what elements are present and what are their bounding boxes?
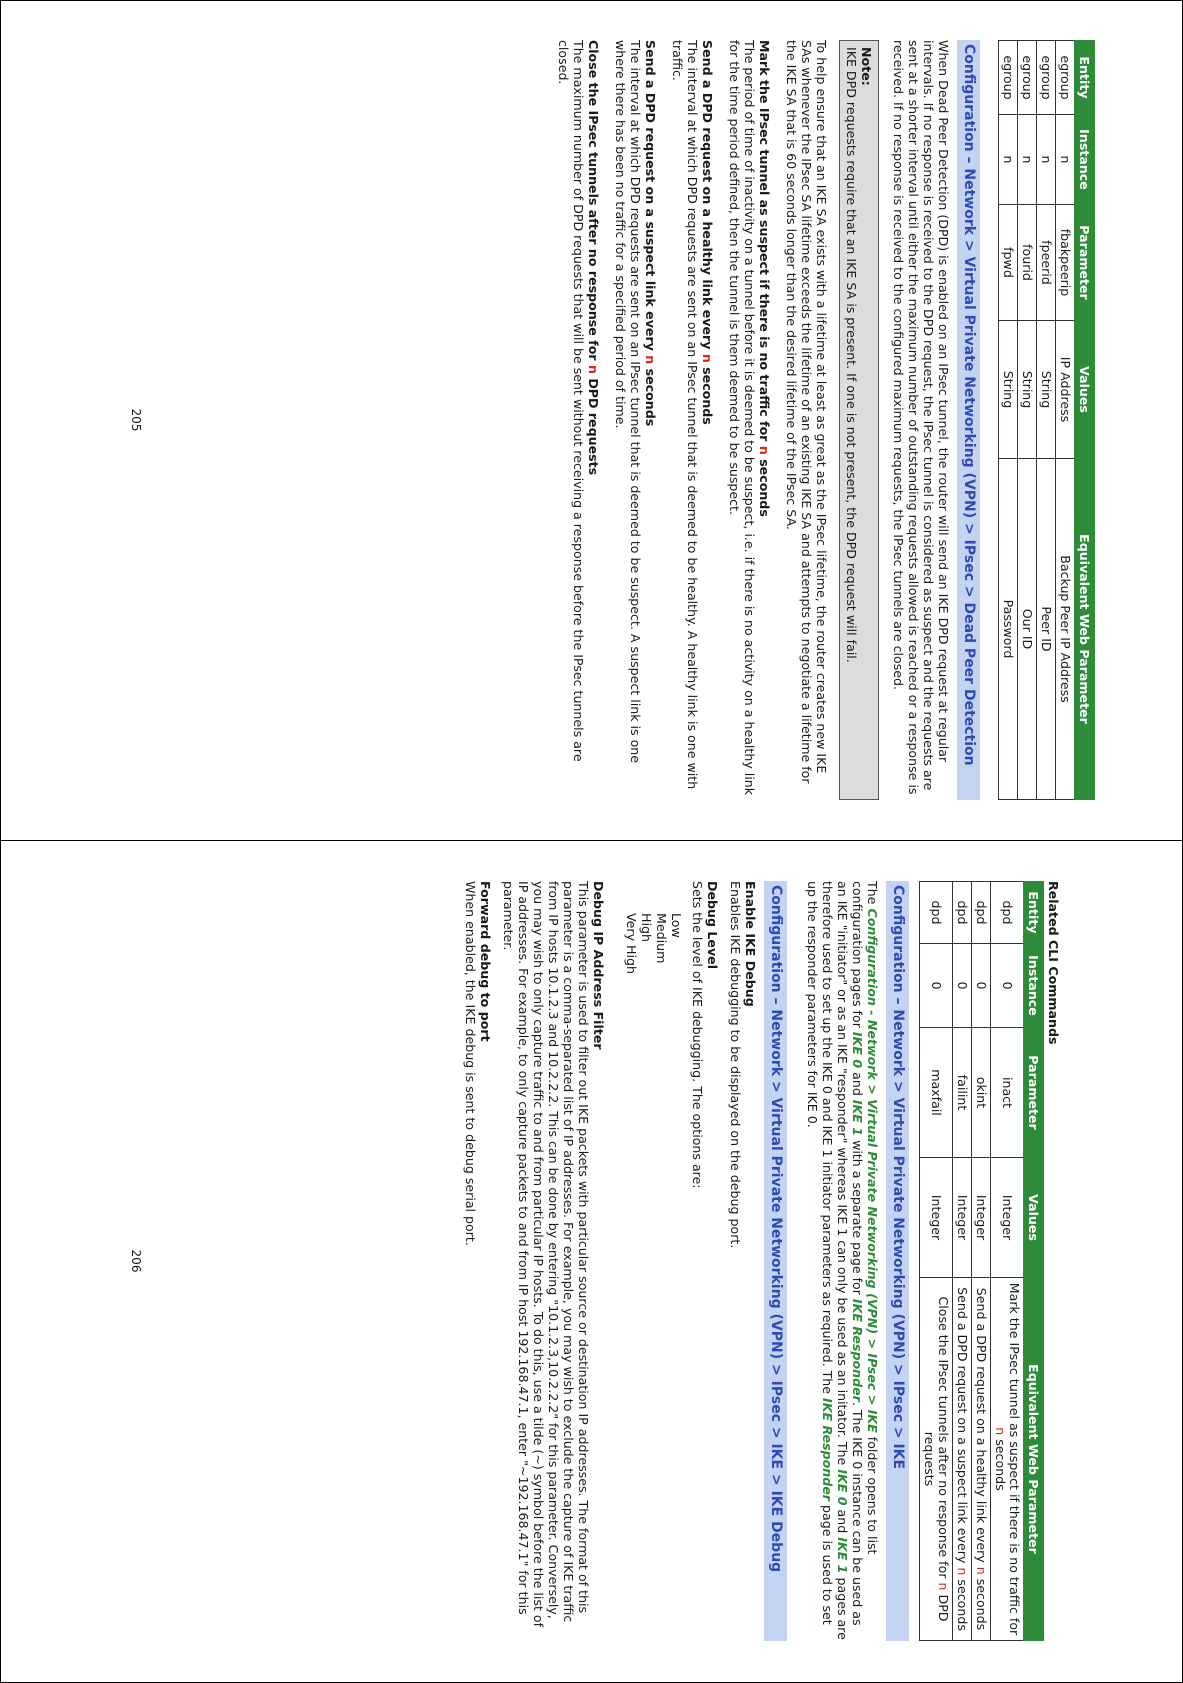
col-header: Values — [1075, 321, 1095, 459]
field-description: The interval at which DPD requests are sent on an IPsec tunnel that is deemed to be suspect. A suspect link is one where there has been no traffic for a specified period of time. — [613, 40, 643, 764]
col-header: Entity — [1075, 41, 1095, 115]
col-header: Entity — [1024, 882, 1044, 944]
cell-entity: egroup — [999, 41, 1018, 115]
dpd-intro: When Dead Peer Detection (DPD) is enabled on an IPsec tunnel, the router will send an IKE DPD request at regular intervals. If no response is received to the DPD request, the IPsec tunnel is considered as suspect and the requests are sent at a shorter interval until either the maximum number of outstanding requests allowed is reached or a response is received. If no response is received to the configured maximum requests, the IPsec tunnels are closed. — [891, 40, 951, 795]
cell-instance: 0 — [991, 944, 1024, 1028]
section-heading-dpd: Configuration – Network > Virtual Private Networking (VPN) > IPsec > Dead Peer Detection — [957, 40, 980, 800]
ike-intro: The Configuration - Network > Virtual Private Networking (VPN) > IPsec > IKE folder opens to list configuration pages for IKE 0 and IKE 1 with a separate page for IKE Responder. The IKE 0 instance can be used as an IKE "initiator" or as an IKE "responder" whereas IKE 1 can only be used as an initator. The IKE 0 and IKE 1 pages are therefore used to set up the IKE 0 and IKE 1 initiator parameters as required. The IKE Responder page is used to set up the responder parameters for IKE 0. — [805, 881, 880, 1640]
cell-web-parameter: Send a DPD request on a healthy link every n seconds — [972, 1278, 991, 1641]
cell-parameter: fpeerid — [1037, 205, 1056, 321]
table-row — [999, 41, 1018, 800]
cell-instance: 0 — [953, 944, 972, 1028]
field-healthy-interval — [670, 40, 715, 800]
page-205 — [0, 0, 1183, 840]
table-header-row — [1075, 41, 1095, 800]
page-number: 205 — [129, 408, 143, 432]
cell-values: String — [1018, 321, 1037, 459]
table-row — [991, 882, 1024, 1641]
option-item: Low — [669, 913, 684, 938]
cell-entity: egroup — [1056, 41, 1075, 115]
page-206 — [0, 841, 1183, 1681]
cell-entity: dpd — [991, 882, 1024, 944]
related-cli-title: Related CLI Commands — [1046, 881, 1061, 1045]
cell-web-parameter: Mark the IPsec tunnel as suspect if there is no traffic for n seconds — [991, 1278, 1024, 1641]
field-heading: Close the IPsec tunnels after no response for n DPD requests — [586, 40, 601, 476]
field-heading: Enable IKE Debug — [743, 881, 758, 1007]
col-header: Equivalent Web Parameter — [1024, 1278, 1044, 1641]
page-206-content — [463, 841, 1061, 1681]
cell-instance: n — [1018, 115, 1037, 205]
field-forward-debug — [463, 881, 493, 1641]
cell-parameter: failint — [953, 1028, 972, 1158]
col-header: Parameter — [1075, 205, 1095, 321]
cell-parameter: fourid — [1018, 205, 1037, 321]
table-row — [1056, 41, 1075, 800]
option-item: Medium — [654, 913, 669, 964]
note-box — [839, 40, 879, 800]
cell-entity: egroup — [1037, 41, 1056, 115]
cell-values: Integer — [920, 1158, 953, 1278]
table-row — [1018, 41, 1037, 800]
cell-instance: n — [999, 115, 1018, 205]
cell-parameter: maxfail — [920, 1028, 953, 1158]
cell-web-parameter: Password — [999, 459, 1018, 800]
cell-parameter: okint — [972, 1028, 991, 1158]
cell-web-parameter: Close the IPsec tunnels after no response for n DPD requests — [920, 1278, 953, 1641]
field-heading: Send a DPD request on a suspect link every n seconds — [643, 40, 658, 427]
field-heading: Debug Level — [705, 881, 720, 970]
page-205-content — [544, 0, 1095, 840]
field-debug-ip-filter — [501, 881, 606, 1641]
cell-values: Integer — [972, 1158, 991, 1278]
cli-table-egroup — [998, 40, 1095, 800]
field-description: This parameter is used to filter out IKE packets with particular source or destination IP addresses. The format of this parameter is a comma-separated list of IP addresses. For example, you may wish to exclude the capture of IKE traffic from IP hosts 10.1.2.3 and 10.2.2.2. This can be done by entering "10.1.2.3,10.2.2.2" for this parameter. Conversely, you may wish to only capture traffic to and from particular IP hosts. To do this, use a tilde (~) symbol before the list of IP addresses. For example, to only capture packets to and from IP host 192.168.47.1, enter "~192.168.47.1" for this parameter. — [501, 881, 591, 1628]
field-enable-ike-debug — [728, 881, 758, 1641]
cell-parameter: fpwd — [999, 205, 1018, 321]
col-header: Values — [1024, 1158, 1044, 1278]
table-header-row — [1024, 882, 1044, 1641]
option-item: High — [639, 913, 654, 942]
debug-level-options — [624, 913, 684, 1641]
field-mark-suspect — [727, 40, 772, 800]
cell-entity: dpd — [920, 882, 953, 944]
field-description: Sets the level of IKE debugging. The options are: — [690, 881, 705, 1189]
cell-instance: n — [1056, 115, 1075, 205]
cell-entity: dpd — [972, 882, 991, 944]
col-header: Instance — [1075, 115, 1095, 205]
field-heading: Forward debug to port — [478, 881, 493, 1042]
cell-instance: 0 — [972, 944, 991, 1028]
cell-web-parameter: Our ID — [1018, 459, 1037, 800]
section-heading-ike: Configuration – Network > Virtual Private Networking (VPN) > IPsec > IKE — [886, 881, 909, 1641]
cell-values: Integer — [991, 1158, 1024, 1278]
col-header: Equivalent Web Parameter — [1075, 459, 1095, 800]
section-heading-ike-debug: Configuration – Network > Virtual Private Networking (VPN) > IPsec > IKE > IKE Debug — [764, 881, 787, 1641]
cli-table-dpd — [919, 881, 1044, 1641]
field-close-tunnels — [556, 40, 601, 800]
field-debug-level — [624, 881, 720, 1641]
field-heading: Debug IP Address Filter — [591, 881, 606, 1050]
field-suspect-interval — [613, 40, 658, 800]
cell-web-parameter: Backup Peer IP Address — [1056, 459, 1075, 800]
cell-instance: n — [1037, 115, 1056, 205]
note-title: Note: — [859, 47, 874, 86]
cell-parameter: inact — [991, 1028, 1024, 1158]
cell-web-parameter: Peer ID — [1037, 459, 1056, 800]
page-number: 206 — [129, 1249, 143, 1273]
col-header: Instance — [1024, 944, 1044, 1028]
table-row — [972, 882, 991, 1641]
help-paragraph: To help ensure that an IKE SA exists with a lifetime at least as great as the IPsec lifetime, the router creates new IKE SAs whenever the IPsec SA lifetime exceeds the lifetime of an existing IKE SA and attempts to negotiate a lifetime for the IKE SA that is 60 seconds longer than the desired lifetime of the IPsec SA. — [784, 40, 829, 784]
cell-web-parameter: Send a DPD request on a suspect link every n seconds — [953, 1278, 972, 1641]
table-row — [953, 882, 972, 1641]
option-item: Very High — [624, 913, 639, 974]
field-description: The period of time of inactivity on a tunnel before it is deemed to be suspect, i.e. if there is no activity on a healthy link for the time period defined, then the tunnel is them deemed to be suspect. — [727, 40, 757, 796]
cell-values: String — [1037, 321, 1056, 459]
cell-values: Integer — [953, 1158, 972, 1278]
cell-entity: egroup — [1018, 41, 1037, 115]
field-heading: Send a DPD request on a healthy link every n seconds — [700, 40, 715, 425]
field-description: When enabled, the IKE debug is sent to debug serial port. — [463, 881, 478, 1246]
field-description: Enables IKE debugging to be displayed on the debug port. — [728, 881, 743, 1249]
cell-values: String — [999, 321, 1018, 459]
cell-instance: 0 — [920, 944, 953, 1028]
cell-entity: dpd — [953, 882, 972, 944]
note-text: IKE DPD requests require that an IKE SA is present. If one is not present, the DPD request will fail. — [844, 47, 859, 663]
col-header: Parameter — [1024, 1028, 1044, 1158]
field-heading: Mark the IPsec tunnel as suspect if there is no traffic for n seconds — [757, 40, 772, 517]
field-description: The interval at which DPD requests are sent on an IPsec tunnel that is deemed to be healthy. A healthy link is one with traffic. — [670, 40, 700, 790]
cell-values: IP Address — [1056, 321, 1075, 459]
table-row — [1037, 41, 1056, 800]
cell-parameter: fbakpeerip — [1056, 205, 1075, 321]
table-row — [920, 882, 953, 1641]
field-description: The maximum number of DPD requests that will be sent without receiving a response before the IPsec tunnels are closed. — [556, 40, 586, 762]
